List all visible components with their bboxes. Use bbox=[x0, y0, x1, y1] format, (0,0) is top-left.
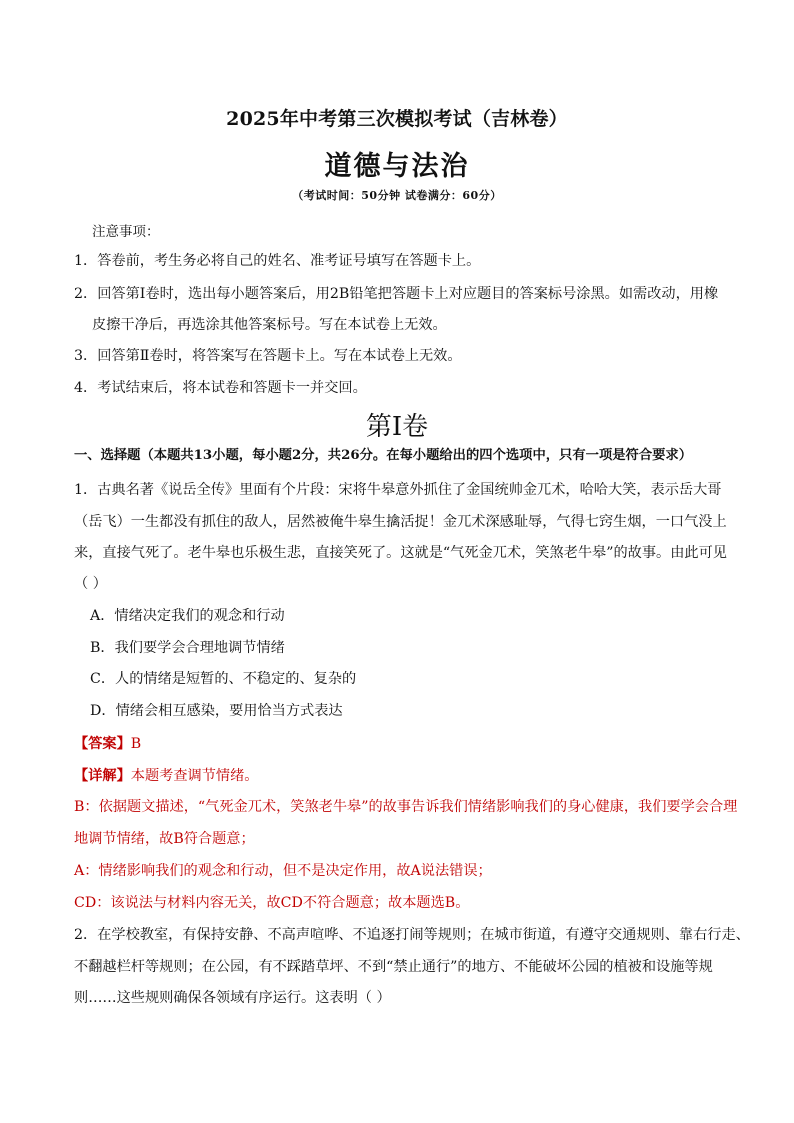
q1-stem-line-4: （ ） bbox=[74, 576, 107, 592]
q1-option-a: A．情绪决定我们的观念和行动 bbox=[90, 608, 285, 624]
notice-item-4: 4．考试结束后，将本试卷和答题卡一并交回。 bbox=[74, 380, 367, 396]
detail-tag: 【详解】 bbox=[74, 768, 131, 784]
notice-item-3: 3．回答第Ⅱ卷时，将答案写在答题卡上。写在本试卷上无效。 bbox=[74, 348, 462, 364]
exam-title: 2025年中考第三次模拟考试（吉林卷） bbox=[226, 108, 568, 130]
notice-item-2: 2．回答第Ⅰ卷时，选出每小题答案后，用2B铅笔把答题卡上对应题目的答案标号涂黑。如需改动，用橡 bbox=[74, 286, 719, 302]
q1-analysis-line-1: B：依据题文描述，“气死金兀术，笑煞老牛皋”的故事告诉我们情绪影响我们的身心健康，我们要学会合理 bbox=[74, 799, 738, 815]
q1-stem-line-2: （岳飞）一生都没有抓住的敌人，居然被俺牛皋生擒活捉！金兀术深感耻辱，气得七窍生烟，一口气没上 bbox=[74, 514, 727, 530]
q1-analysis-line-4: CD：该说法与材料内容无关，故CD不符合题意；故本题选B。 bbox=[74, 895, 470, 911]
q1-option-d: D．情绪会相互感染，要用恰当方式表达 bbox=[90, 703, 343, 719]
q1-option-b: B．我们要学会合理地调节情绪 bbox=[90, 640, 285, 656]
notice-heading: 注意事项： bbox=[92, 224, 160, 240]
q1-analysis-line-3: A：情绪影响我们的观念和行动，但不是决定作用，故A说法错误； bbox=[74, 863, 492, 879]
section-heading: 一、选择题（本题共13小题，每小题2分，共26分。在每小题给出的四个选项中，只有一项是符合要求） bbox=[74, 448, 693, 463]
q2-stem-line-1: 2．在学校教室，有保持安静、不高声喧哗、不追逐打闹等规则；在城市街道，有遵守交通规则、靠右行走、 bbox=[74, 927, 750, 943]
answer-value: B bbox=[130, 736, 142, 752]
q1-option-c: C．人的情绪是短暂的、不稳定的、复杂的 bbox=[90, 671, 357, 687]
answer-tag: 【答案】 bbox=[74, 736, 131, 752]
q1-answer bbox=[74, 733, 141, 753]
q1-stem-line-1: 1．古典名著《说岳全传》里面有个片段：宋将牛皋意外抓住了金国统帅金兀术，哈哈大笑，表示岳大哥 bbox=[74, 482, 722, 498]
q2-stem-line-2: 不翻越栏杆等规则；在公园，有不踩踏草坪、不到“禁止通行”的地方、不能破坏公园的植被和设施等规 bbox=[74, 959, 713, 975]
q2-stem-line-3: 则……这些规则确保各领域有序运行。这表明（ ） bbox=[74, 990, 391, 1006]
q1-detail bbox=[74, 765, 258, 785]
notice-item-2-cont: 皮擦干净后，再选涂其他答案标号。写在本试卷上无效。 bbox=[92, 317, 447, 333]
volume-title: 第Ⅰ卷 bbox=[365, 412, 429, 442]
q1-analysis-line-2: 地调节情绪，故B符合题意； bbox=[74, 831, 255, 847]
notice-item-1: 1．答卷前，考生务必将自己的姓名、准考证号填写在答题卡上。 bbox=[74, 253, 481, 269]
detail-intro: 本题考查调节情绪。 bbox=[130, 768, 259, 784]
exam-time-info: （考试时间：50分钟 试卷满分：60分） bbox=[292, 189, 502, 202]
subject-title: 道德与法治 bbox=[324, 151, 470, 182]
q1-stem-line-3: 来，直接气死了。老牛皋也乐极生悲，直接笑死了。这就是“气死金兀术，笑煞老牛皋”的故事。由此可见 bbox=[74, 545, 727, 561]
